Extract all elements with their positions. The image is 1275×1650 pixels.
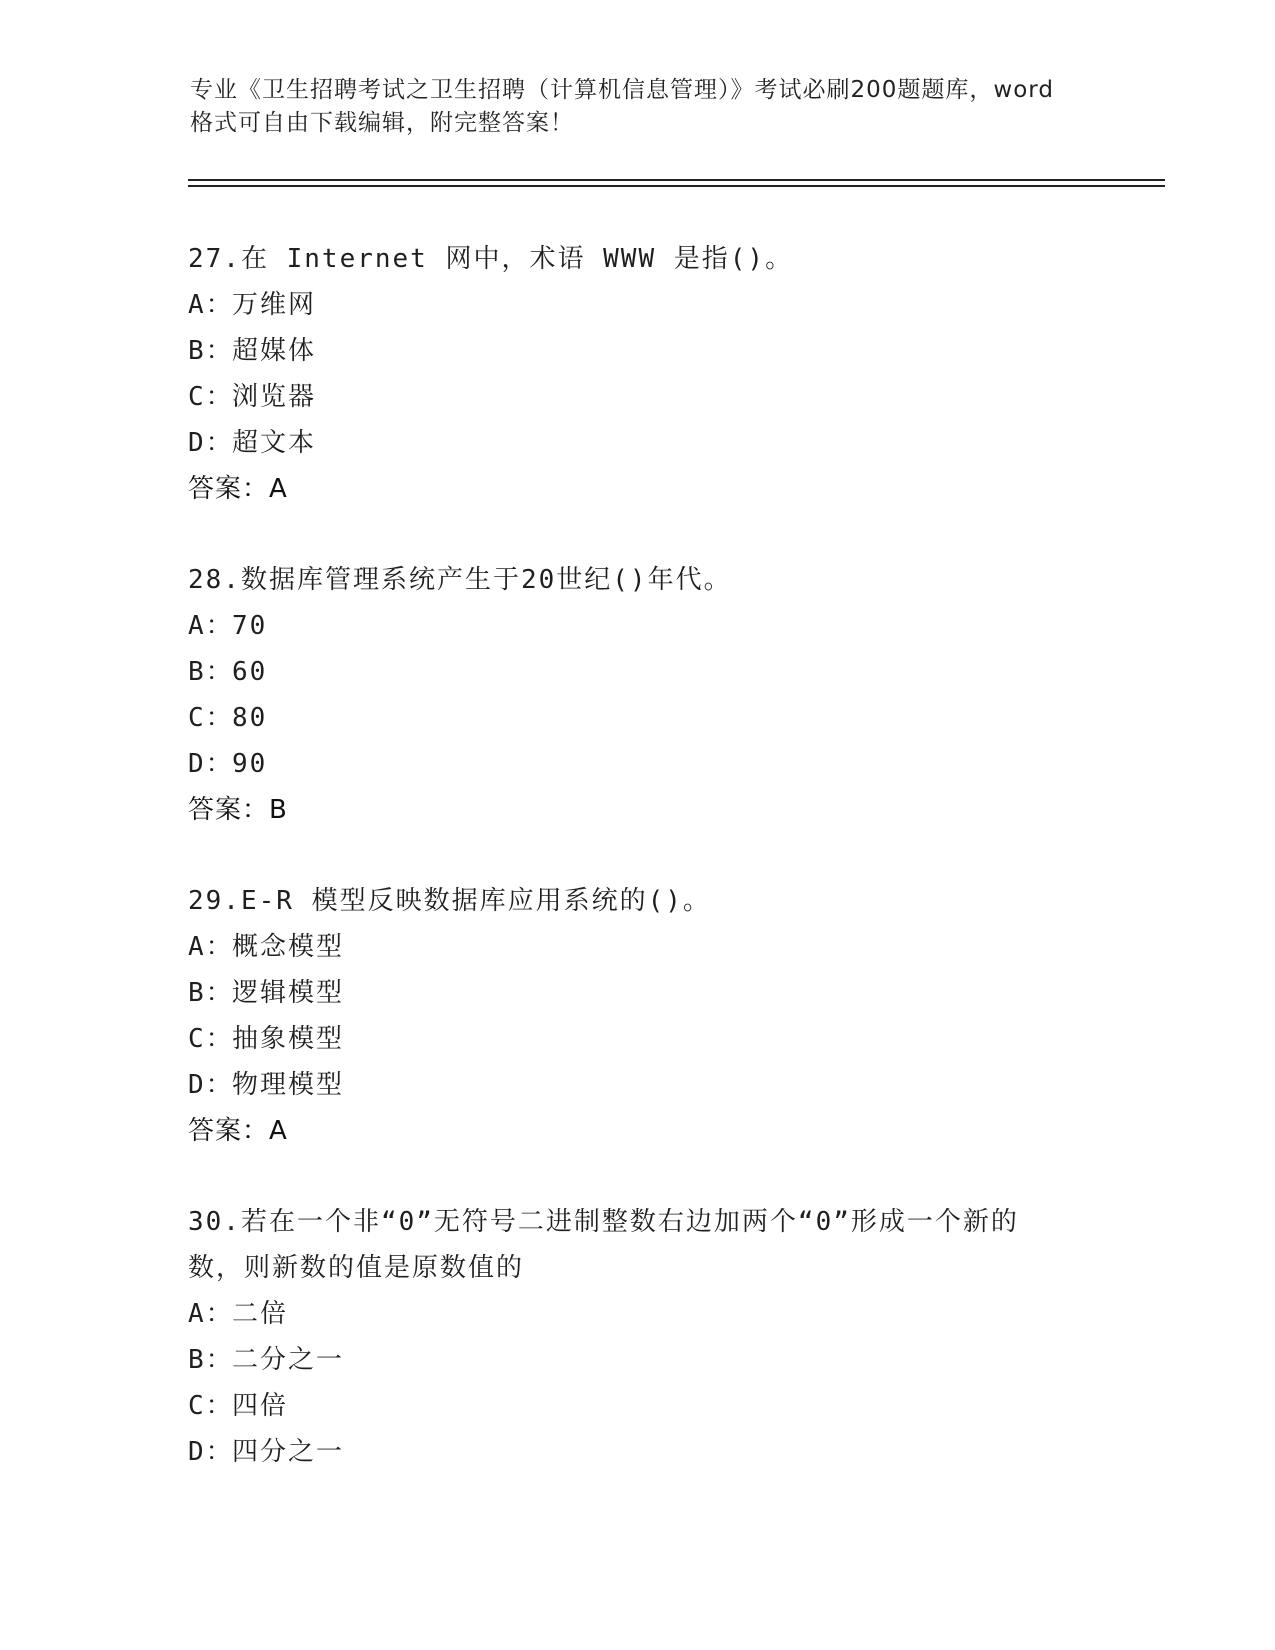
option-text: 万维网 [232,290,317,320]
option-c [188,1383,1148,1429]
option-letter: A： [188,611,234,641]
option-letter: D： [188,1070,234,1100]
option-text: 80 [232,703,268,733]
option-d [188,1062,1148,1108]
question-28 [188,557,1148,833]
option-d [188,1429,1148,1475]
option-text: 浏览器 [232,382,317,412]
option-b [188,970,1148,1016]
option-letter: A： [188,932,234,962]
option-letter: A： [188,1299,234,1329]
option-text: 70 [232,611,268,641]
option-a [188,1291,1148,1337]
option-text: 抽象模型 [232,1024,345,1054]
option-text: 物理模型 [232,1070,345,1100]
document-header [190,74,1090,140]
option-letter: C： [188,1024,234,1054]
option-text: 四分之一 [232,1437,345,1467]
option-letter: D： [188,1437,234,1467]
answer-label: 答案：A [188,474,288,504]
option-b [188,328,1148,374]
answer-label: 答案：A [188,1116,288,1146]
option-letter: B： [188,336,234,366]
option-text: 超媒体 [232,336,317,366]
option-letter: D： [188,749,234,779]
option-d [188,741,1148,787]
header-divider-bottom [188,185,1165,187]
option-text: 四倍 [232,1391,289,1421]
option-letter: C： [188,382,234,412]
header-title-line-2: 格式可自由下载编辑，附完整答案！ [190,110,574,136]
question-stem: 29.E-R 模型反映数据库应用系统的()。 [188,886,711,916]
option-letter: B： [188,978,234,1008]
option-a [188,603,1148,649]
question-27 [188,236,1148,512]
option-letter: D： [188,428,234,458]
option-letter: A： [188,290,234,320]
option-text: 超文本 [232,428,317,458]
option-text: 60 [232,657,268,687]
question-stem-line-1: 30.若在一个非“0”无符号二进制整数右边加两个“0”形成一个新的 [188,1207,1019,1237]
option-letter: B： [188,1345,234,1375]
question-stem-line-2: 数，则新数的值是原数值的 [188,1253,525,1283]
option-letter: C： [188,1391,234,1421]
option-text: 90 [232,749,268,779]
option-text: 概念模型 [232,932,345,962]
option-text: 逻辑模型 [232,978,345,1008]
question-30 [188,1199,1148,1475]
option-text: 二倍 [232,1299,289,1329]
option-b [188,649,1148,695]
header-title-line-1: 专业《卫生招聘考试之卫生招聘（计算机信息管理）》考试必刷200题题库，word [190,77,1054,103]
question-stem: 28.数据库管理系统产生于20世纪()年代。 [188,565,732,595]
option-d [188,420,1148,466]
question-29 [188,878,1148,1154]
question-stem: 27.在 Internet 网中，术语 WWW 是指()。 [188,244,794,274]
option-c [188,374,1148,420]
answer-label: 答案：B [188,795,288,825]
option-c [188,1016,1148,1062]
option-a [188,924,1148,970]
header-divider-top [188,179,1165,181]
option-c [188,695,1148,741]
option-text: 二分之一 [232,1345,345,1375]
option-a [188,282,1148,328]
option-letter: B： [188,657,234,687]
option-b [188,1337,1148,1383]
option-letter: C： [188,703,234,733]
